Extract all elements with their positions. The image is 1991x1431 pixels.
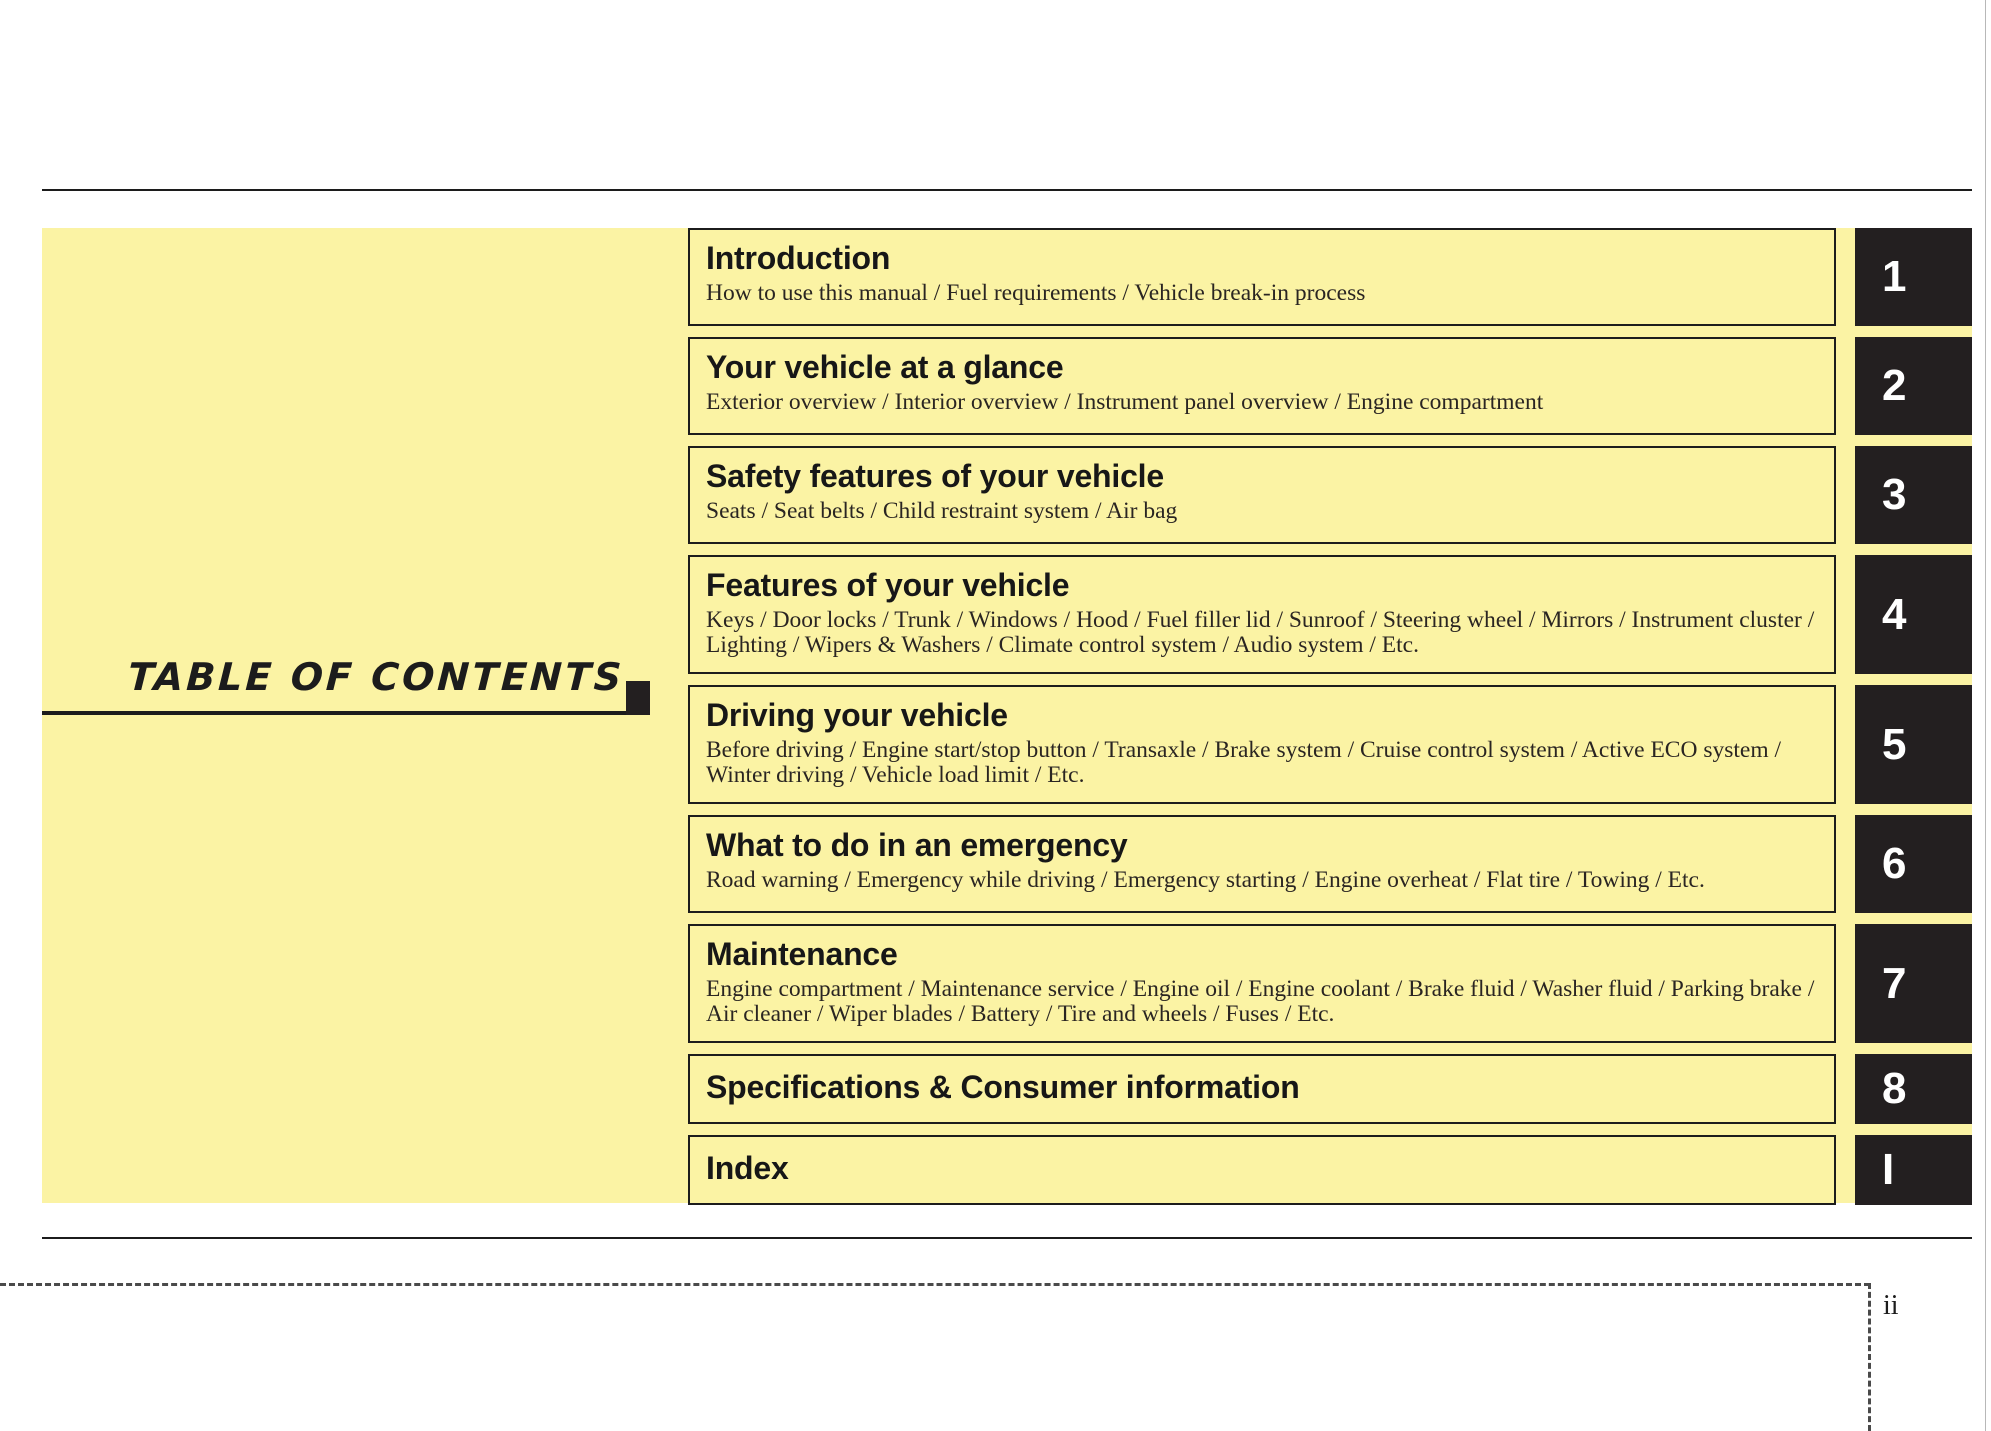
section-title: Maintenance	[706, 936, 898, 972]
section-subtitle: Engine compartment / Maintenance service / Engine oil / Engine coolant / Brake fluid / Washer fluid / Parking brake / Air cleaner / Wiper blades / Battery / Tire and wheels / Fuses / Etc.	[706, 976, 1815, 1027]
chapter-tab-index[interactable]: I	[1855, 1135, 1972, 1205]
section-row-your-vehicle-at-a-glance[interactable]	[688, 337, 1836, 435]
chapter-tab-7[interactable]: 7	[1855, 924, 1972, 1043]
title-end-block-icon	[626, 681, 650, 715]
chapter-tab-4[interactable]: 4	[1855, 555, 1972, 674]
section-title: Specifications & Consumer information	[706, 1069, 1300, 1105]
page-edge-line	[1985, 0, 1986, 1431]
table-of-contents-heading	[42, 655, 652, 735]
section-row-driving-your-vehicle[interactable]	[688, 685, 1836, 804]
section-row-maintenance[interactable]	[688, 924, 1836, 1043]
section-title: What to do in an emergency	[706, 827, 1128, 863]
section-subtitle: How to use this manual / Fuel requirements / Vehicle break-in process	[706, 280, 1366, 306]
section-title: Features of your vehicle	[706, 567, 1070, 603]
section-list	[688, 228, 1836, 1216]
section-row-introduction[interactable]	[688, 228, 1836, 326]
section-row-index[interactable]	[688, 1135, 1836, 1205]
chapter-tab-5[interactable]: 5	[1855, 685, 1972, 804]
section-row-specifications-and-consumer-information[interactable]	[688, 1054, 1836, 1124]
chapter-tab-6[interactable]: 6	[1855, 815, 1972, 913]
section-subtitle: Exterior overview / Interior overview / Instrument panel overview / Engine compartment	[706, 389, 1544, 415]
chapter-tab-2[interactable]: 2	[1855, 337, 1972, 435]
section-subtitle: Seats / Seat belts / Child restraint system / Air bag	[706, 498, 1178, 524]
header-rule	[42, 189, 1972, 191]
section-subtitle: Before driving / Engine start/stop button / Transaxle / Brake system / Cruise control system / Active ECO system / Winter driving / Vehicle load limit / Etc.	[706, 737, 1782, 788]
section-subtitle: Keys / Door locks / Trunk / Windows / Hood / Fuel filler lid / Sunroof / Steering wheel / Mirrors / Instrument cluster / Lighting / Wipers & Washers / Climate control system / Audio system / Etc.	[706, 607, 1815, 658]
section-row-safety-features[interactable]	[688, 446, 1836, 544]
section-row-features-of-your-vehicle[interactable]	[688, 555, 1836, 674]
page-title: TABLE OF CONTENTS	[126, 655, 626, 699]
chapter-tab-column	[1855, 228, 1972, 1216]
section-title: Introduction	[706, 240, 891, 276]
section-title: Driving your vehicle	[706, 697, 1008, 733]
section-title: Your vehicle at a glance	[706, 349, 1064, 385]
section-row-what-to-do-in-an-emergency[interactable]	[688, 815, 1836, 913]
crop-mark-vertical	[1868, 1283, 1871, 1431]
section-subtitle: Road warning / Emergency while driving / Emergency starting / Engine overheat / Flat tire / Towing / Etc.	[706, 867, 1705, 893]
chapter-tab-8[interactable]: 8	[1855, 1054, 1972, 1124]
title-underline	[42, 711, 650, 715]
section-title: Index	[706, 1150, 789, 1186]
section-title: Safety features of your vehicle	[706, 458, 1164, 494]
crop-mark-horizontal	[0, 1283, 1870, 1286]
chapter-tab-3[interactable]: 3	[1855, 446, 1972, 544]
footer-rule	[42, 1237, 1972, 1239]
chapter-tab-1[interactable]: 1	[1855, 228, 1972, 326]
page-number: ii	[1883, 1290, 1899, 1321]
